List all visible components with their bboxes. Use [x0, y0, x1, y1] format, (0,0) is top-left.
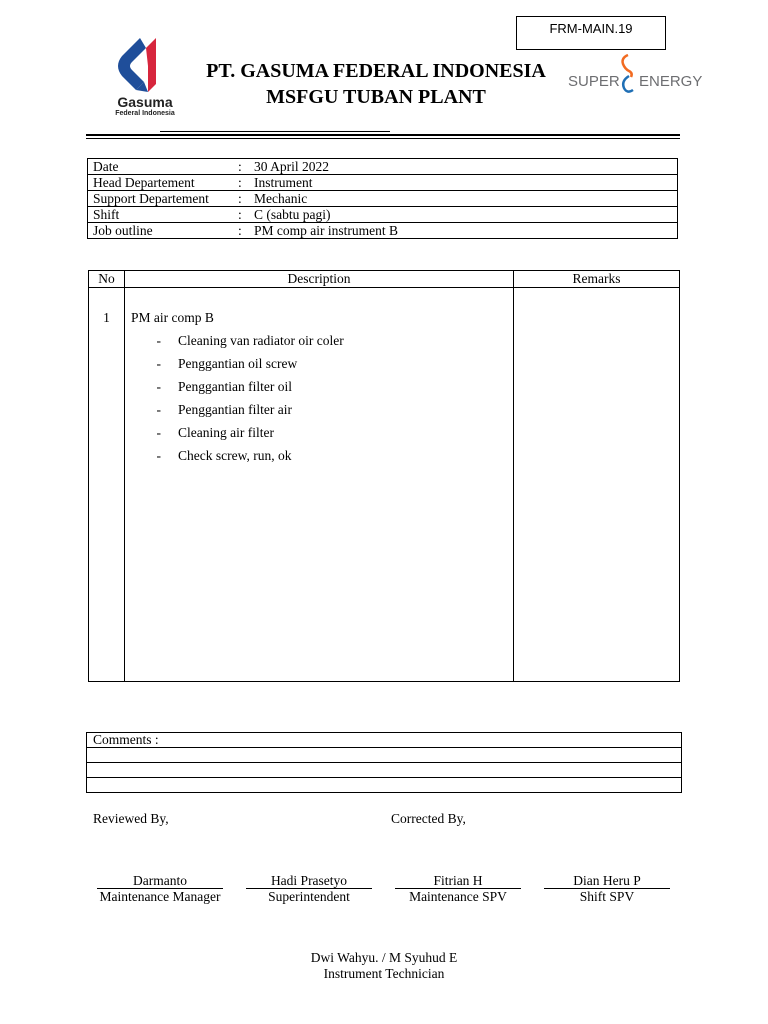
info-label: Date: [88, 159, 237, 175]
gasuma-logo-text: Gasuma: [117, 94, 173, 110]
info-label: Head Departement: [88, 175, 237, 191]
info-row-job-outline: [88, 223, 678, 239]
info-separator: :: [236, 207, 249, 223]
signatory-name: Darmanto: [133, 873, 187, 888]
task-table: [88, 270, 680, 682]
signature-block-maintenance-manager: [97, 873, 223, 904]
list-item: [131, 333, 507, 349]
list-item: [131, 402, 507, 418]
info-label: Shift: [88, 207, 237, 223]
table-row: [89, 288, 680, 682]
row-description: [125, 288, 514, 682]
list-item-text: Cleaning air filter: [178, 425, 274, 440]
info-row-support-department: [88, 191, 678, 207]
list-item-text: Check screw, run, ok: [178, 448, 292, 463]
task-title: PM air comp B: [131, 310, 214, 325]
list-item: [131, 425, 507, 441]
task-table-header: [89, 271, 680, 288]
form-code-box: [516, 16, 666, 50]
info-label: Support Departement: [88, 191, 237, 207]
signature-block-maintenance-spv: [395, 873, 521, 904]
corrected-by-label: Corrected By,: [391, 811, 466, 826]
header-rule-short: [160, 131, 390, 132]
info-separator: :: [236, 223, 249, 239]
signatory-name: Fitrian H: [433, 873, 483, 888]
list-item: [131, 448, 507, 464]
info-separator: :: [236, 175, 249, 191]
bullet-dash: -: [156, 356, 161, 371]
info-row-head-department: [88, 175, 678, 191]
gasuma-logo: [100, 26, 190, 122]
info-value: C (sabtu pagi): [249, 207, 678, 223]
super-energy-logo-mark: [617, 52, 639, 98]
bullet-dash: -: [156, 448, 161, 463]
list-item-text: Penggantian oil screw: [178, 356, 298, 371]
super-energy-logo: [566, 52, 712, 98]
signatory-role: Superintendent: [246, 888, 372, 904]
comments-line: [87, 748, 682, 763]
info-value: Mechanic: [249, 191, 678, 207]
signature-block-superintendent: [246, 873, 372, 904]
bullet-dash: -: [156, 333, 161, 348]
technician-role: Instrument Technician: [323, 966, 445, 981]
list-item-text: Cleaning van radiator oir coler: [178, 333, 344, 348]
signatory-role: Shift SPV: [544, 888, 670, 904]
column-header-remarks: Remarks: [514, 271, 680, 288]
comments-line: [87, 778, 682, 793]
technician-block: [250, 950, 518, 982]
comments-label: Comments :: [87, 733, 682, 748]
form-code: FRM-MAIN.19: [549, 21, 633, 36]
signatory-name: Hadi Prasetyo: [270, 873, 348, 888]
info-separator: :: [236, 191, 249, 207]
list-item-text: Penggantian filter oil: [178, 379, 292, 394]
signatory-name: Dian Heru P: [573, 873, 641, 888]
bullet-dash: -: [156, 425, 161, 440]
header-rule-thin: [86, 138, 680, 139]
company-title-block: [196, 58, 556, 110]
comments-table: [86, 732, 682, 793]
company-name: PT. GASUMA FEDERAL INDONESIA: [206, 60, 546, 82]
reviewed-by-label: Reviewed By,: [93, 811, 169, 826]
info-label: Job outline: [88, 223, 237, 239]
info-separator: :: [236, 159, 249, 175]
header-rule-thick: [86, 134, 680, 136]
bullet-dash: -: [156, 379, 161, 394]
bullet-dash: -: [156, 402, 161, 417]
column-header-no: No: [89, 271, 125, 288]
list-item-text: Penggantian filter air: [178, 402, 292, 417]
plant-name: MSFGU TUBAN PLANT: [266, 86, 486, 108]
info-value: 30 April 2022: [249, 159, 678, 175]
list-item: [131, 356, 507, 372]
list-item: [131, 379, 507, 395]
gasuma-logo-subtext: Federal Indonesia: [115, 110, 175, 117]
signatory-role: Maintenance SPV: [395, 888, 521, 904]
column-header-description: Description: [125, 271, 514, 288]
super-energy-logo-right: ENERGY: [639, 73, 703, 90]
info-row-date: [88, 159, 678, 175]
info-value: Instrument: [249, 175, 678, 191]
info-row-shift: [88, 207, 678, 223]
comments-line: [87, 763, 682, 778]
signatory-role: Maintenance Manager: [97, 888, 223, 904]
job-info-table: [87, 158, 678, 239]
row-number: 1: [89, 288, 125, 682]
signature-block-shift-spv: [544, 873, 670, 904]
info-value: PM comp air instrument B: [249, 223, 678, 239]
technician-name: Dwi Wahyu. / M Syuhud E: [310, 950, 458, 965]
super-energy-logo-left: SUPER: [568, 73, 620, 90]
row-remarks: [514, 288, 680, 682]
